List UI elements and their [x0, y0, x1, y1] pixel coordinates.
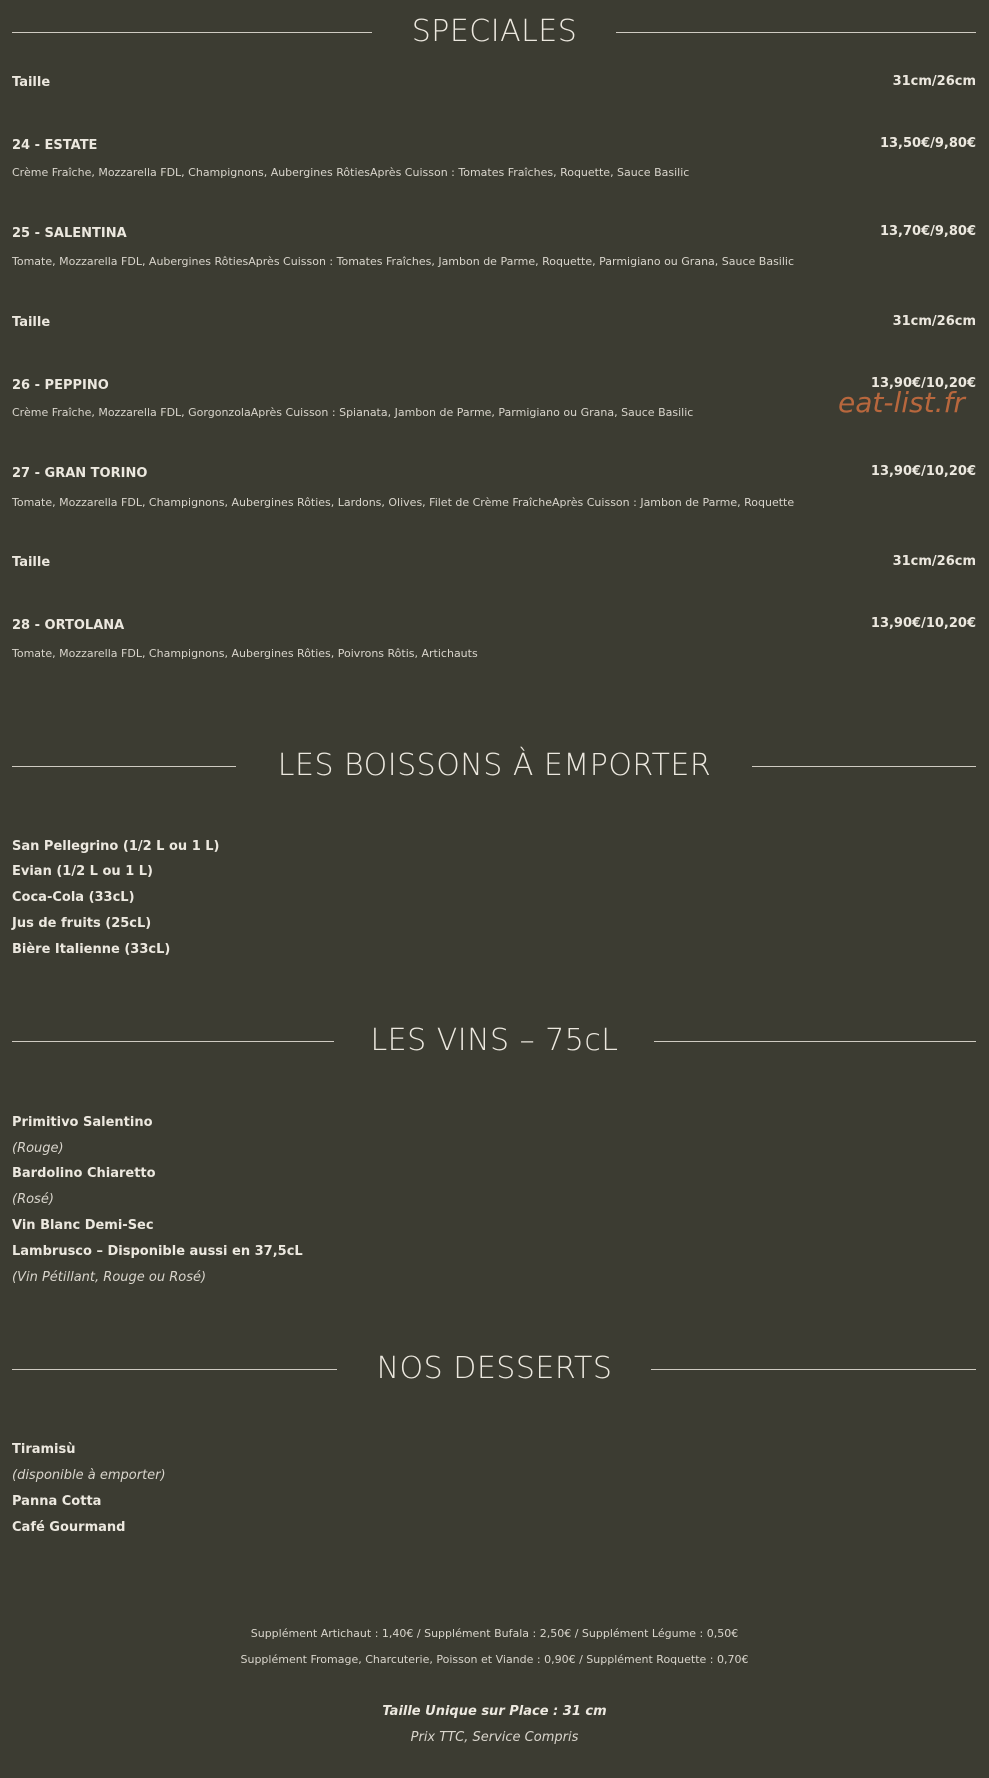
dessert-item: Café Gourmand — [12, 1520, 126, 1535]
dessert-item: Tiramisù — [12, 1442, 76, 1457]
price-note: Prix TTC, Service Compris — [410, 1730, 579, 1745]
wine-note: (Rosé) — [12, 1192, 54, 1207]
wine-note: (Rouge) — [12, 1141, 64, 1156]
pizza-description: Crème Fraîche, Mozzarella FDL, GorgonzolaAprès Cuisson : Spianata, Jambon de Parme, Parmigiano ou Grana, Sauce Basilic — [12, 406, 694, 419]
wine-item: Vin Blanc Demi-Sec — [12, 1218, 154, 1233]
drink-item: Evian (1/2 L ou 1 L) — [12, 864, 153, 879]
dessert-note: (disponible à emporter) — [12, 1468, 166, 1483]
pizza-name: 25 - SALENTINA — [12, 226, 127, 241]
pizza-name: 26 - PEPPINO — [12, 378, 109, 393]
pizza-price: 13,70€/9,80€ — [879, 224, 976, 239]
pizza-description: Tomate, Mozzarella FDL, Champignons, Aubergines Rôties, Poivrons Rôtis, Artichauts — [12, 647, 478, 660]
drink-item: San Pellegrino (1/2 L ou 1 L) — [12, 839, 220, 854]
size-label: Taille — [12, 315, 51, 330]
pizza-description: Tomate, Mozzarella FDL, Champignons, Aubergines Rôties, Lardons, Olives, Filet de Crème FraîcheAprès Cuisson : Jambon de Parme, Roquette — [12, 496, 795, 509]
size-value: 31cm/26cm — [892, 554, 976, 569]
watermark-logo: eat-list.fr — [838, 386, 965, 419]
size-value: 31cm/26cm — [892, 74, 976, 89]
pizza-name: 24 - ESTATE — [12, 138, 98, 153]
pizza-price: 13,90€/10,20€ — [870, 464, 976, 479]
pizza-description: Crème Fraîche, Mozzarella FDL, Champignons, Aubergines RôtiesAprès Cuisson : Tomates Fraîches, Roquette, Sauce Basilic — [12, 166, 690, 179]
wine-item: Primitivo Salentino — [12, 1115, 153, 1130]
size-label: Taille — [12, 555, 51, 570]
pizza-name: 28 - ORTOLANA — [12, 618, 125, 633]
section-title-desserts: NOS DESSERTS — [376, 1351, 613, 1386]
supplements-line-1: Supplément Artichaut : 1,40€ / Supplément Bufala : 2,50€ / Supplément Légume : 0,50€ — [250, 1627, 739, 1640]
section-title-speciales: SPECIALES — [411, 14, 578, 49]
wine-note: (Vin Pétillant, Rouge ou Rosé) — [12, 1270, 207, 1285]
section-title-boissons: LES BOISSONS À EMPORTER — [277, 748, 712, 783]
size-label: Taille — [12, 75, 51, 90]
pizza-price: 13,50€/9,80€ — [879, 136, 976, 151]
pizza-name: 27 - GRAN TORINO — [12, 466, 148, 481]
section-title-vins: LES VINS – 75cL — [370, 1023, 619, 1058]
wine-item: Lambrusco – Disponible aussi en 37,5cL — [12, 1244, 303, 1259]
supplements-line-2: Supplément Fromage, Charcuterie, Poisson et Viande : 0,90€ / Supplément Roquette : 0,70€ — [240, 1653, 749, 1666]
wine-item: Bardolino Chiaretto — [12, 1166, 156, 1181]
drink-item: Coca-Cola (33cL) — [12, 890, 135, 905]
drink-item: Jus de fruits (25cL) — [12, 916, 152, 931]
dessert-item: Panna Cotta — [12, 1494, 102, 1509]
pizza-description: Tomate, Mozzarella FDL, Aubergines RôtiesAprès Cuisson : Tomates Fraîches, Jambon de Parme, Roquette, Parmigiano ou Grana, Sauce Basilic — [12, 255, 795, 268]
pizza-price: 13,90€/10,20€ — [870, 376, 976, 391]
size-value: 31cm/26cm — [892, 314, 976, 329]
pizza-price: 13,90€/10,20€ — [870, 616, 976, 631]
drink-item: Bière Italienne (33cL) — [12, 942, 171, 957]
single-size-note: Taille Unique sur Place : 31 cm — [382, 1704, 607, 1719]
